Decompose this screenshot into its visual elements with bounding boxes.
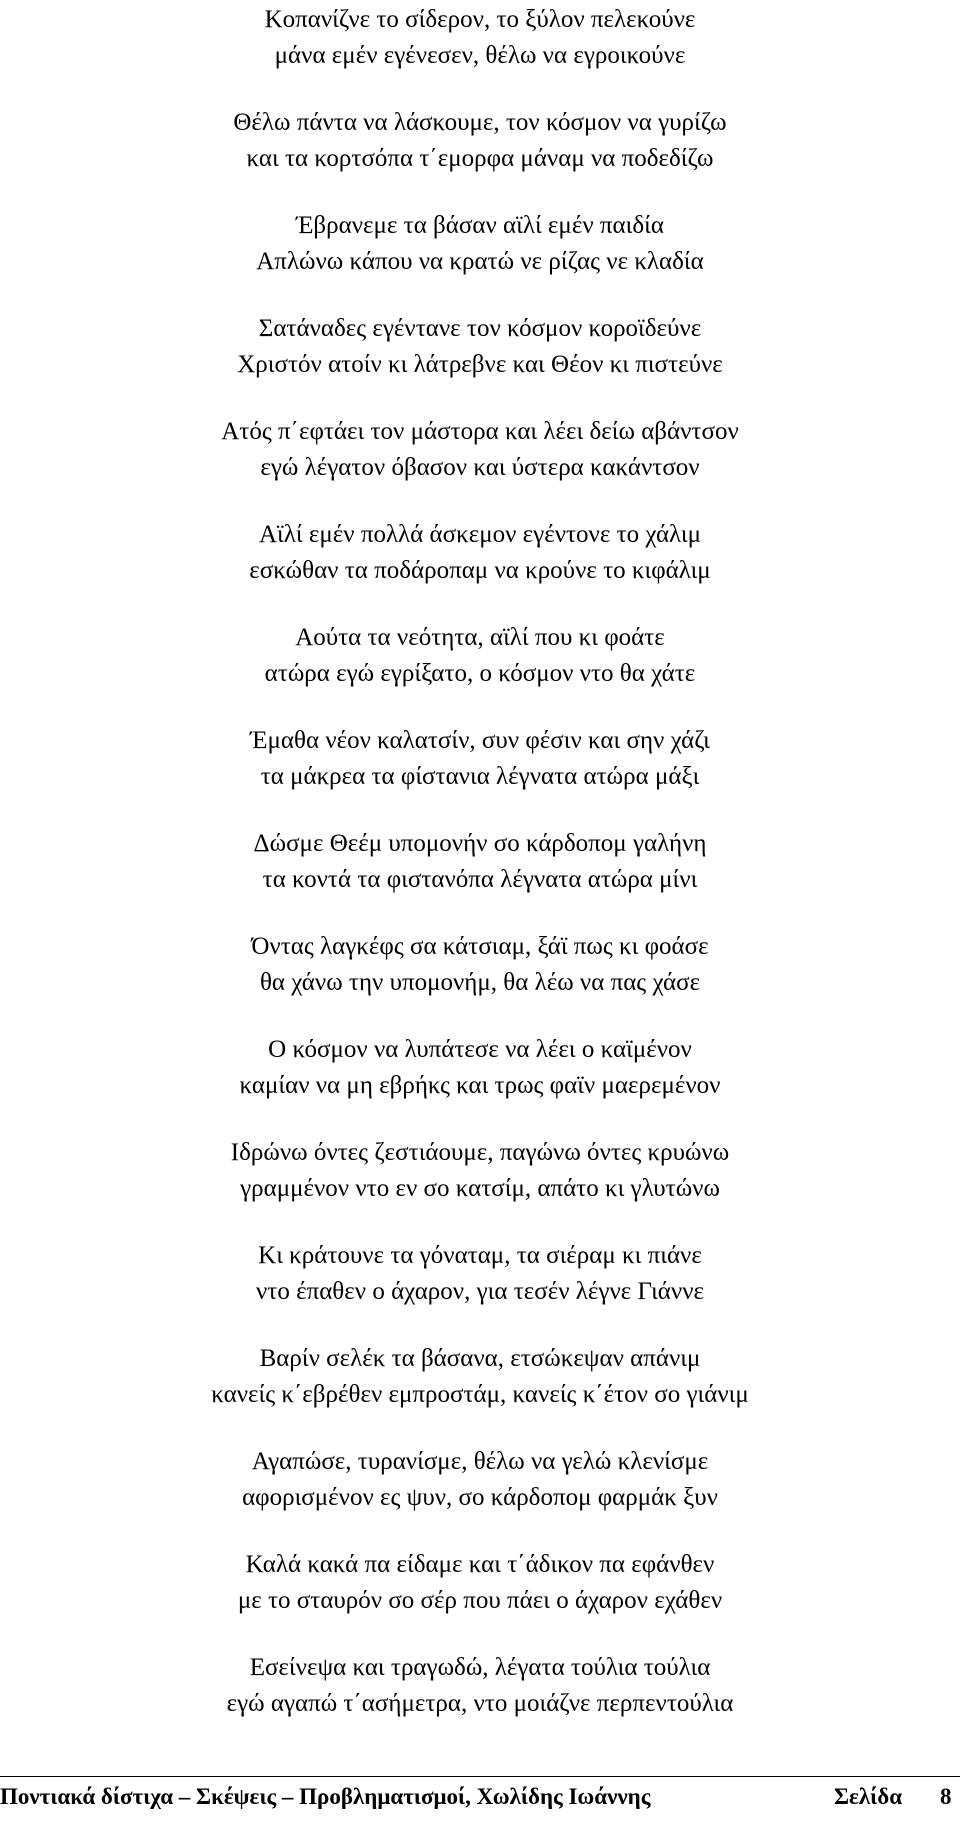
verse-line: Ο κόσμον να λυπάτεσε να λέει ο καϊμένον [268,1036,692,1063]
verse-line: Εσείνεψα και τραγωδώ, λέγατα τούλια τούλια [249,1654,711,1681]
verse-line: και τα κορτσόπα τ΄εμορφα μάναμ να ποδεδίζω [246,145,714,172]
verse-line: τα μάκρεα τα φίστανια λέγνατα ατώρα μάξι [260,763,700,790]
page-footer [0,1776,960,1837]
stanza [0,826,960,898]
verse-line: κανείς κ΄εβρέθεν εμπροστάμ, κανείς κ΄έτον σο γιάνιμ [211,1381,749,1408]
verse-line: Σατάναδες εγέντανε τον κόσμον κοροϊδεύνε [258,315,702,342]
page-number: 8 [940,1784,952,1809]
stanza [0,723,960,795]
stanza [0,2,960,74]
verse-line: εγώ αγαπώ τ΄ασήμετρα, ντο μοιάζνε περπεντούλια [226,1690,734,1717]
stanza [0,1547,960,1619]
verse-line: Θέλω πάντα να λάσκουμε, τον κόσμον να γυρίζω [233,109,727,136]
verse-line: Βαρίν σελέκ τα βάσανα, ετσώκεψαν απάνιμ [259,1345,701,1372]
verse-line: Χριστόν ατοίν κι λάτρεβνε και Θέον κι πιστεύνε [237,351,723,378]
stanza [0,1135,960,1207]
verse-line: Όντας λαγκέφς σα κάτσιαμ, ξάϊ πως κι φοάσε [251,933,709,960]
stanza [0,1032,960,1104]
verse-line: γραμμένον ντο εν σο κατσίμ, απάτο κι γλυτώνω [240,1175,720,1202]
verse-line: τα κοντά τα φιστανόπα λέγνατα ατώρα μίνι [262,866,698,893]
verse-line: Ιδρώνω όντες ζεστιάουμε, παγώνω όντες κρυώνω [230,1139,730,1166]
stanza [0,620,960,692]
stanza [0,1341,960,1413]
stanza [0,311,960,383]
verse-line: Κι κράτουνε τα γόναταμ, τα σιέραμ κι πιάνε [258,1242,702,1269]
stanza [0,105,960,177]
verse-line: Έβρανεμε τα βάσαν αϊλί εμέν παιδία [296,212,664,239]
stanza [0,1650,960,1722]
verse-line: Δώσμε Θεέμ υπομονήν σο κάρδοπομ γαλήνη [253,830,707,857]
verse-line: Αούτα τα νεότητα, αϊλί που κι φοάτε [295,624,665,651]
stanza [0,414,960,486]
footer-title: Ποντιακά δίστιχα – Σκέψεις – Προβληματισμοί, Χωλίδης Ιωάννης [0,1784,651,1809]
stanza [0,929,960,1001]
verse-line: μάνα εμέν εγένεσεν, θέλω να εγροικούνε [274,42,686,69]
verse-line: ντο έπαθεν ο άχαρον, για τεσέν λέγνε Γιάννε [255,1278,705,1305]
verse-line: Κοπανίζνε το σίδερον, το ξύλον πελεκούνε [264,6,696,33]
stanza [0,1238,960,1310]
verse-line: με το σταυρόν σο σέρ που πάει ο άχαρον εχάθεν [237,1587,723,1614]
verse-line: Έμαθα νέον καλατσίν, συν φέσιν και σην χάζι [250,727,710,754]
stanza [0,1444,960,1516]
verse-line: θα χάνω την υπομονήμ, θα λέω να πας χάσε [259,969,701,996]
verse-line: Ατός π΄εφτάει τον μάστορα και λέει δείω αβάντσον [221,418,739,445]
verse-line: Καλά κακά πα είδαμε και τ΄άδικον πα εφάνθεν [245,1551,715,1578]
verse-line: αφορισμένον ες ψυν, σο κάρδοπομ φαρμάκ ξυν [242,1484,718,1511]
verse-line: εγώ λέγατον όβασον και ύστερα κακάντσον [260,454,700,481]
verse-line: Αγαπώσε, τυρανίσμε, θέλω να γελώ κλενίσμε [251,1448,709,1475]
verse-line: καμίαν να μη εβρήκς και τρως φαϊν μαερεμένον [239,1072,721,1099]
stanza [0,517,960,589]
verse-line: ατώρα εγώ εγρίξατο, ο κόσμον ντο θα χάτε [264,660,696,687]
page-label: Σελίδα [834,1784,903,1809]
verse-line: Απλώνω κάπου να κρατώ νε ρίζας νε κλαδία [256,248,704,275]
stanza [0,208,960,280]
verse-line: εσκώθαν τα ποδάροπαμ να κρούνε το κιφάλιμ [249,557,711,584]
verse-line: Αϊλί εμέν πολλά άσκεμον εγέντονε το χάλιμ [258,521,701,548]
